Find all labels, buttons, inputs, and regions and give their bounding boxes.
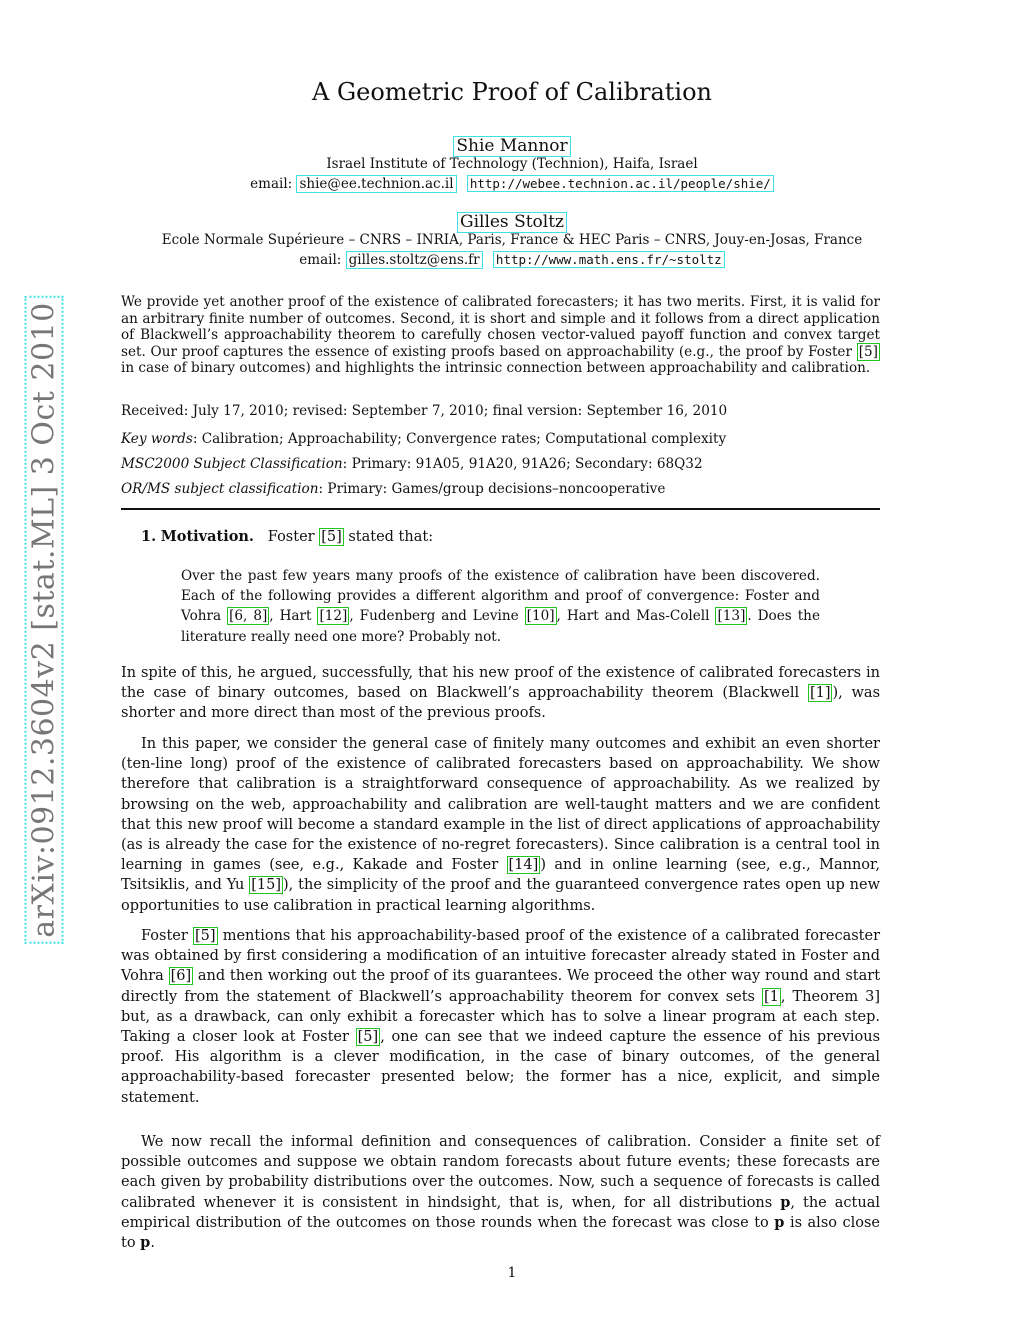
quote-text: , Hart [269, 608, 312, 625]
author-affiliation: Israel Institute of Technology (Technion), Haifa, Israel [326, 156, 698, 172]
paragraph [121, 734, 880, 916]
author-block-1 [0, 136, 1024, 157]
citation-link[interactable]: [5] [194, 928, 216, 944]
paragraph-text: , the actual empirical distribution of the outcomes on those rounds when the forecast was close to [121, 1194, 880, 1231]
arxiv-stamp[interactable] [24, 302, 64, 938]
paragraph-text: and then working out the proof of its guarantees. We proceed the other way round and start directly from the statement of Blackwell’s approachability theorem for convex sets [121, 968, 881, 1005]
section-title: Motivation. [160, 528, 254, 545]
paragraph-text: ), was shorter and more direct than most of the previous proofs. [121, 685, 881, 722]
citation-link[interactable]: [5] [858, 343, 878, 360]
quote-text: . Does the literature really need one more? Probably not. [181, 608, 820, 645]
heading-text: stated that: [348, 529, 434, 545]
quote-text: , Fudenberg and Levine [349, 608, 519, 625]
author-contact [0, 252, 1024, 268]
paragraph-text: We now recall the informal definition and consequences of calibration. Consider a finite set of possible outcomes and suppose we obtain random forecasts about future events; these forecasts are each given by probability distributions over the outcomes. Now, such a sequence of forecasts is called calibrated whenever it is consistent in hindsight, that is, when, for all distributions [121, 1134, 880, 1211]
paragraph-text: ) and in online learning (see, e.g., Mannor, Tsitsiklis, and Yu [121, 857, 880, 894]
citation-link[interactable]: [1 [764, 988, 779, 1005]
paragraph-text: In this paper, we consider the general case of finitely many outcomes and exhibit an even shorter (ten-line long) proof of the existence of calibrated forecasters based on approachability. We show therefore that calibration is a straightforward consequence of approachability. As we realized by browsing on the web, approachability and calibration are well-taught matters and we are confident that this new proof will become a standard example in the list of direct applications of approachability (as is already the case for the existence of no-regret forecasters). Since calibration is a central tool in learning in games (see, e.g., Kakade and Foster [121, 736, 880, 874]
paragraph [121, 1132, 880, 1253]
paragraph-text: mentions that his approachability-based proof of the existence of a calibrated forecaster was obtained by first considering a modification of an intuitive forecaster already stated in Foster and Vohra [121, 928, 881, 985]
citation-link[interactable]: [15] [251, 877, 282, 894]
keywords-label: Key words [121, 431, 193, 447]
paragraph-text: , Theorem 3] but, as a drawback, can only exhibit a forecaster which has to solve a linear program at each step. Taking a closer look at Foster [121, 988, 880, 1046]
math-bold-p: p [774, 1213, 785, 1231]
paragraph-text: ), the simplicity of the proof and the guaranteed convergence rates open up new opportunities to use calibration in practical learning algorithms. [121, 877, 880, 914]
citation-link[interactable]: [10] [526, 608, 555, 625]
author-contact [0, 176, 1024, 192]
keywords-list: : Calibration; Approachability; Convergence rates; Computational complexity [192, 431, 727, 447]
email-link[interactable]: shie@ee.technion.ac.il [296, 175, 456, 193]
block-quote [181, 566, 820, 647]
quote-text: , Hart and Mas-Colell [556, 608, 710, 625]
abstract-text: in case of binary outcomes) and highlights the intrinsic connection between approachability and calibration. [121, 360, 871, 377]
citation-link[interactable]: [6, 8] [229, 608, 268, 625]
paper-title: A Geometric Proof of Calibration [312, 78, 712, 106]
keywords [121, 431, 726, 447]
msc-classification [121, 456, 703, 472]
orms-codes: : Primary: Games/group decisions–noncooperative [318, 481, 666, 497]
citation-link[interactable]: [5] [321, 529, 342, 545]
paragraph-text: , one can see that we indeed capture the essence of his previous proof. His algorithm is a clever modification, in the case of binary outcomes, of the general approachability-based forecaster presented below; the former has a nice, explicit, and simple statement. [121, 1029, 881, 1106]
quote-text: Over the past few years many proofs of the existence of calibration have been discovered. Each of the following provides a different algorithm and proof of convergence: Foster and Vohra [181, 568, 820, 625]
author-affiliation: Ecole Normale Supérieure – CNRS – INRIA, Paris, France & HEC Paris – CNRS, Jouy-en-Josas, France [161, 232, 863, 248]
msc-label: MSC2000 Subject Classification [121, 456, 343, 472]
section-divider [121, 508, 880, 510]
msc-codes: : Primary: 91A05, 91A20, 91A26; Secondary: 68Q32 [342, 456, 703, 472]
citation-link[interactable]: [14] [508, 857, 539, 874]
citation-link[interactable]: [13] [717, 608, 746, 625]
email-label: email: [299, 252, 342, 268]
citation-link[interactable]: [6] [170, 968, 192, 985]
paragraph-text: . [150, 1235, 155, 1252]
section-heading [141, 528, 433, 545]
homepage-link[interactable]: http://www.math.ens.fr/~stoltz [493, 251, 725, 268]
email-label: email: [250, 176, 293, 192]
paragraph [121, 926, 880, 1108]
citation-link[interactable]: [1] [809, 685, 831, 702]
author-name-link[interactable]: Shie Mannor [453, 136, 570, 157]
math-bold-p: p [140, 1234, 151, 1252]
paragraph-text: is also close to [121, 1214, 881, 1252]
arxiv-id-link[interactable]: arXiv:0912.3604v2 [stat.ML] 3 Oct 2010 [25, 296, 64, 944]
section-number: 1. [141, 528, 157, 545]
received-dates: Received: July 17, 2010; revised: September 7, 2010; final version: September 16, 2010 [121, 403, 728, 419]
math-bold-p: p [780, 1193, 791, 1211]
orms-label: OR/MS subject classification [121, 481, 319, 497]
page-number: 1 [507, 1265, 517, 1281]
citation-link[interactable]: [12] [319, 608, 348, 625]
abstract [121, 294, 880, 377]
citation-link[interactable]: [5] [357, 1029, 379, 1046]
author-name-link[interactable]: Gilles Stoltz [457, 212, 567, 233]
paragraph-text: Foster [141, 928, 188, 944]
email-link[interactable]: gilles.stoltz@ens.fr [346, 251, 483, 269]
heading-text: Foster [267, 529, 315, 545]
paragraph [121, 663, 880, 724]
orms-classification [121, 481, 665, 497]
paragraph-text: In spite of this, he argued, successfully, that his new proof of the existence of calibrated forecasters in the case of binary outcomes, based on Blackwell’s approachability theorem (Blackwell [121, 665, 880, 702]
author-block-2 [0, 212, 1024, 233]
abstract-text: We provide yet another proof of the existence of calibrated forecasters; it has two merits. First, it is valid for an arbitrary finite number of outcomes. Second, it is short and simple and it follows from a direct application of Blackwell’s approachability theorem to carefully chosen vector-valued payoff function and convex target set. Our proof captures the essence of existing proofs based on approachability (e.g., the proof by Foster [121, 294, 880, 360]
homepage-link[interactable]: http://webee.technion.ac.il/people/shie/ [467, 175, 774, 192]
